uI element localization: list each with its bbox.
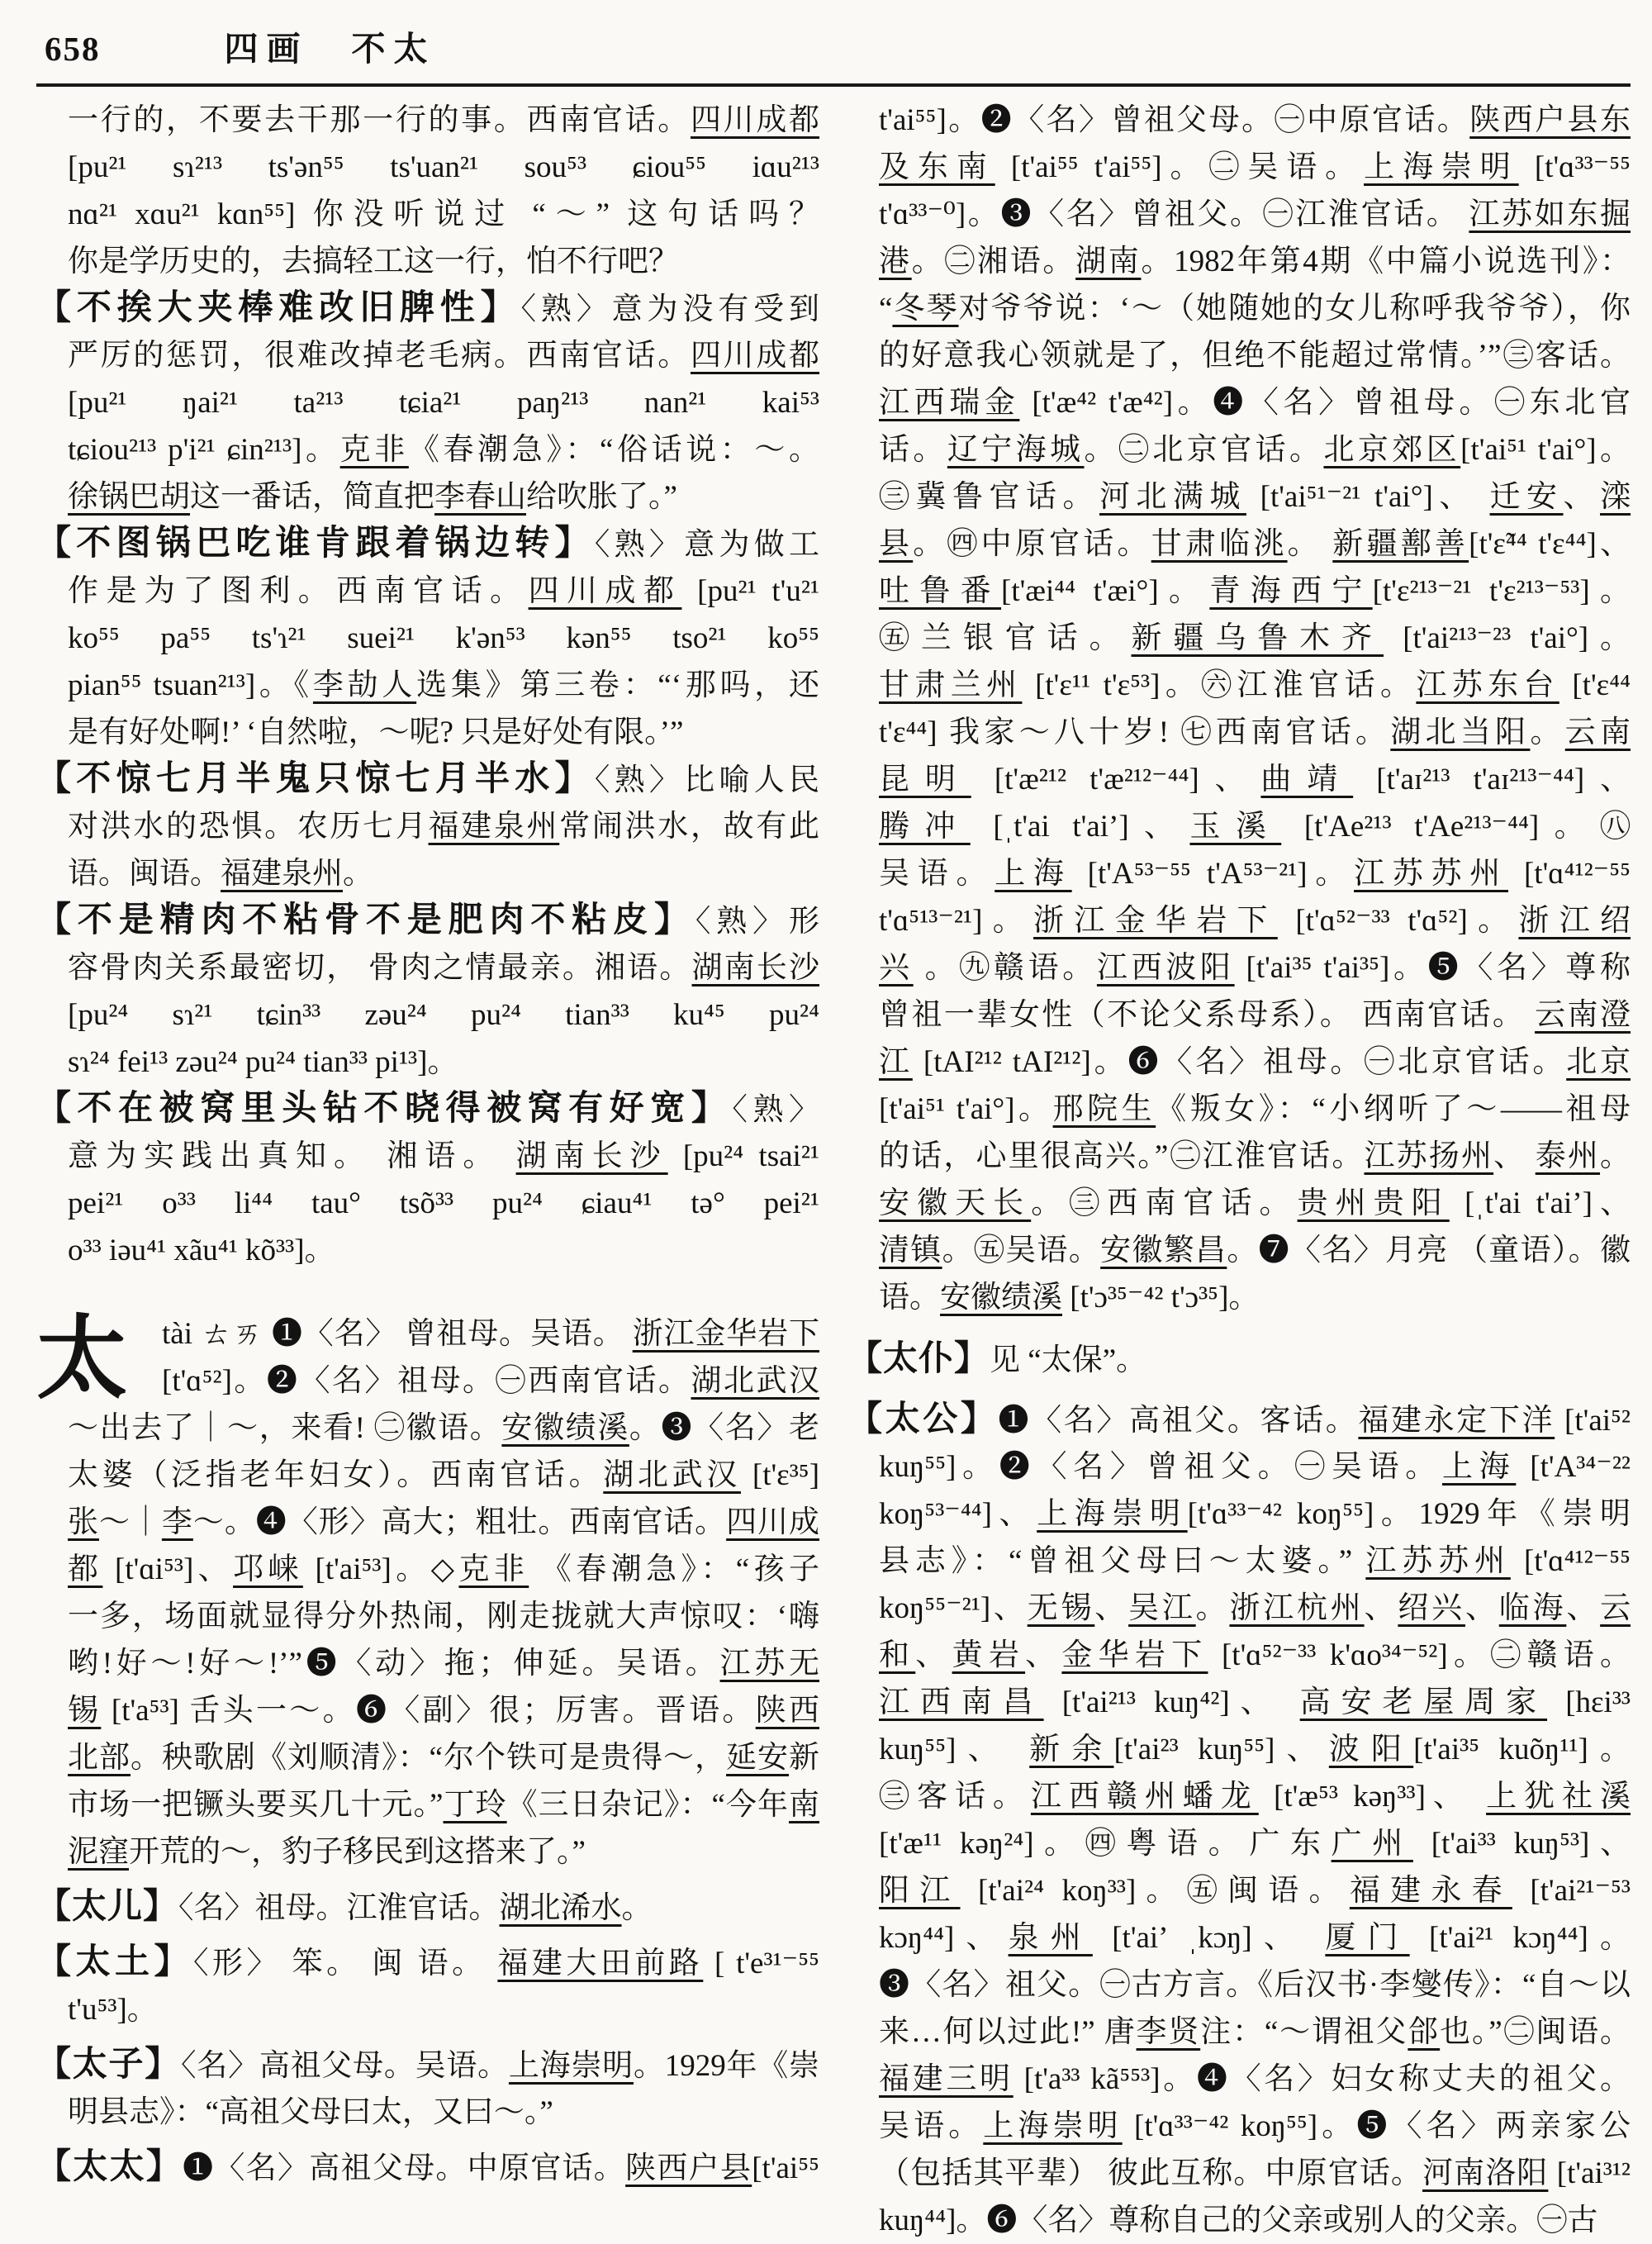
proper-name: 四川成都 — [690, 339, 819, 373]
text-line: o³³ iəu⁴¹ xãu⁴¹ kõ³³]。 — [68, 1234, 335, 1267]
text-line: [pu²¹ ŋai²¹ ta²¹³ tɕia²¹ paŋ²¹³ nan²¹ kai⁵³ — [68, 386, 819, 420]
text-line: 来…何以过此!” 唐李贤注：“～谓祖父郃也。”㊁闽语。 — [879, 2015, 1631, 2049]
proper-name: 邛崃 — [233, 1552, 303, 1586]
text-line: 吐鲁番[t'æi⁴⁴ t'æi°]。青海西宁[t'ɛ²¹³⁻²¹ t'ɛ²¹³⁻⁵³]。 — [879, 574, 1631, 608]
proper-name: 北部 — [68, 1741, 131, 1775]
left-column — [36, 97, 819, 2244]
right-column — [847, 97, 1631, 2244]
proper-name: 辽宁海城 — [947, 433, 1085, 467]
text-line: 昆明 [t'æ²¹² t'æ²¹²⁻⁴⁴]、曲靖 [t'aɪ²¹³ t'aɪ²¹³⁻⁴⁴]、 — [879, 763, 1631, 796]
proper-name: 江西南昌 — [879, 1685, 1044, 1719]
proper-name: 湖北浠水 — [499, 1891, 622, 1925]
text-line: 【不在被窝里头钻不晓得被窝有好宽】〈熟〉 — [36, 1090, 819, 1128]
text-line: kuŋ⁵⁵]、 新余[t'ai²³ kuŋ⁵⁵]、波阳[t'ai³⁵ kuõŋ¹¹]。 — [879, 1733, 1631, 1766]
proper-name: 临海 — [1498, 1591, 1567, 1625]
proper-name: 丁玲 — [443, 1788, 507, 1822]
text-line: 语。闽语。福建泉州。 — [68, 857, 373, 891]
entry-block — [36, 1884, 819, 1931]
entry-headword: 【太土】 — [36, 1943, 193, 1981]
text-line: ～出去了｜～，来看! ㊁徽语。安徽绩溪。❸〈名〉老 — [68, 1411, 819, 1445]
entry-block — [36, 97, 819, 285]
text-line: 【太子】〈名〉高祖父母。吴语。上海崇明。1929年《崇 — [36, 2046, 819, 2084]
proper-name: 江苏无 — [719, 1647, 819, 1681]
text-line: 【太仆】见 “太保”。 — [847, 1340, 1147, 1378]
proper-name: 李春山 — [434, 480, 526, 514]
proper-name: 及东南 — [879, 150, 995, 184]
proper-name: 泉州 — [1008, 1921, 1093, 1955]
text-line: 是有好处啊!’ ‘自然啦，～呢? 只是好处有限。’” — [68, 716, 684, 749]
text-line: koŋ⁵³⁻⁴⁴]、上海崇明[t'ɑ³³⁻⁴² koŋ⁵⁵]。1929年《崇明 — [879, 1497, 1631, 1531]
proper-name: 黄岩 — [952, 1638, 1026, 1672]
text-line: t'u⁵³]。 — [68, 1993, 158, 2027]
proper-name: 兴 — [879, 951, 914, 985]
proper-name: 徐锅巴胡 — [68, 480, 190, 514]
text-line: 的好意我心领就是了，但绝不能超过常情。’”㊂客话。 — [879, 339, 1631, 373]
two-column-body — [36, 97, 1631, 2244]
text-line: 【太土】〈形〉 笨。 闽 语。 福建大田前路 [ t'e³¹⁻⁵⁵ — [36, 1943, 819, 1981]
text-line: [t'æ¹¹ kəŋ²⁴]。㊃粤语。广东广州 [t'ai³³ kuŋ⁵³]、 — [879, 1827, 1631, 1861]
page-number: 658 — [45, 30, 101, 68]
text-line: 话。辽宁海城。㊁北京官话。北京郊区[t'ai⁵¹ t'ai°]。 — [879, 433, 1631, 467]
proper-name: 清镇 — [879, 1234, 942, 1267]
proper-name: 锡 — [68, 1694, 102, 1728]
text-line: koŋ⁵⁵⁻²¹]、无锡、吴江。浙江杭州、绍兴、临海、云 — [879, 1591, 1631, 1625]
proper-name: 四川成都 — [528, 574, 682, 608]
text-line: t'ɑ³³⁻⁰]。❸〈名〉曾祖父。㊀江淮官话。 江苏如东掘 — [879, 197, 1631, 231]
proper-name: 克非 — [458, 1552, 529, 1586]
entry-headword: 【不图锅巴吃谁肯跟着锅边转】 — [36, 525, 595, 563]
proper-name: 克非 — [339, 433, 409, 467]
entry-block — [36, 756, 819, 897]
proper-name: 安徽繁昌 — [1100, 1234, 1227, 1267]
proper-name: 湖南长沙 — [515, 1139, 668, 1173]
proper-name: 张 — [68, 1505, 99, 1539]
proper-name: 李劼人 — [312, 668, 417, 702]
text-line: nɑ²¹ xɑu²¹ kɑn⁵⁵] 你没听说过 “～” 这句话吗？ — [68, 197, 819, 231]
proper-name: 无锡 — [1027, 1591, 1095, 1625]
text-line: 【太太】❶〈名〉高祖父母。中原官话。陕西户县[t'ai⁵⁵ — [36, 2148, 819, 2186]
text-line: 【太儿】〈名〉祖母。江淮官话。湖北浠水。 — [36, 1888, 653, 1926]
text-line: 你是学历史的，去搞轻工这一行，怕不行吧？ — [68, 245, 679, 278]
proper-name: 安徽天长 — [879, 1186, 1032, 1220]
text-line: 吴语。上海崇明 [t'ɑ³³⁻⁴² koŋ⁵⁵]。❺〈名〉两亲家公 — [879, 2109, 1631, 2143]
proper-name: 泥窪 — [68, 1835, 129, 1869]
headword-character: 太 — [36, 1309, 127, 1410]
proper-name: 吐鲁番 — [879, 574, 1002, 608]
text-line: 县志》：“曾祖父母曰～太婆。” 江苏苏州 [t'ɑ⁴¹²⁻⁵⁵ — [879, 1544, 1631, 1578]
proper-name: 福建永春 — [1349, 1874, 1512, 1908]
proper-name: 云南澄 — [1535, 998, 1631, 1032]
text-line: 腾冲 [ˌt'ai t'aiʼ]、玉溪 [t'Ae²¹³ t'Ae²¹³⁻⁴⁴]。㊇ — [879, 810, 1631, 844]
proper-name: 陕西户县东 — [1469, 103, 1631, 137]
proper-name: 北京 — [1566, 1045, 1631, 1079]
text-line: pian⁵⁵ tsuan²¹³]。《李劼人选集》第三卷：“‘那吗，还 — [68, 668, 819, 702]
entry-block — [847, 97, 1631, 1321]
proper-name: 港 — [879, 245, 912, 278]
text-line: [t'ɑ⁵²]。❷〈名〉祖母。㊀西南官话。湖北武汉 — [162, 1364, 819, 1398]
text-line: 江西瑞金 [t'æ⁴² t'æ⁴²]。❹〈名〉曾祖母。㊀东北官 — [879, 386, 1631, 420]
text-line: kuŋ⁵⁵]。❷〈名〉曾祖父。㊀吴语。上海 [t'A³⁴⁻²² — [879, 1450, 1631, 1484]
proper-name: 邢院生 — [1052, 1092, 1156, 1126]
entry-headword: 【太儿】 — [36, 1888, 179, 1926]
proper-name: 吴江 — [1128, 1591, 1196, 1625]
entry-block — [847, 1396, 1631, 2244]
page-header — [36, 18, 1631, 87]
proper-name: 贵州贵阳 — [1297, 1186, 1450, 1220]
text-line: 【不挨大夹棒难改旧脾性】〈熟〉意为没有受到 — [36, 289, 819, 327]
proper-name: 江苏东台 — [1416, 668, 1559, 702]
text-line: 【太公】❶〈名〉高祖父。客话。福建永定下洋 [t'ai⁵² — [847, 1400, 1631, 1438]
proper-name: 福建三明 — [879, 2062, 1014, 2096]
proper-name: 浙江金华岩下 — [632, 1317, 819, 1351]
proper-name: 江苏苏州 — [1354, 857, 1508, 891]
proper-name: 云 — [1600, 1591, 1631, 1625]
entry-block — [36, 2042, 819, 2136]
proper-name: 福建大田前路 — [497, 1947, 704, 1980]
proper-name: 李贤 — [1136, 2015, 1201, 2049]
text-line: 吴语。上海 [t'A⁵³⁻⁵⁵ t'A⁵³⁻²¹]。江苏苏州 [t'ɑ⁴¹²⁻⁵⁵ — [879, 857, 1631, 891]
proper-name: 上海 — [995, 857, 1072, 891]
text-line: 安徽天长。㊂西南官话。贵州贵阳 [ˌt'ai t'aiʼ]、 — [879, 1186, 1631, 1220]
entry-block — [36, 285, 819, 521]
proper-name: 云南 — [1564, 716, 1631, 749]
proper-name: 迁安 — [1489, 480, 1564, 514]
proper-name: 南 — [789, 1788, 819, 1822]
text-line: 福建三明 [t'a³³ kã⁵⁵³]。❹〈名〉妇女称丈夫的祖父。 — [879, 2062, 1631, 2096]
text-line: 作是为了图利。西南官话。四川成都 [pu²¹ t'u²¹ — [68, 574, 819, 608]
text-line: 江西南昌 [t'ai²¹³ kuŋ⁴²]、 高安老屋周家 [hɛi³³ — [879, 1685, 1631, 1719]
text-line: 明县志》：“高祖父母曰太，又曰～。” — [68, 2095, 553, 2129]
text-line: 江 [tAI²¹² tAI²¹²]。❻〈名〉祖母。㊀北京官话。北京 — [879, 1045, 1631, 1079]
text-line: 甘肃兰州 [t'ɛ¹¹ t'ɛ⁵³]。㊅江淮官话。江苏东台 [t'ɛ⁴⁴ — [879, 668, 1631, 702]
text-line: 县。㊃中原官话。甘肃临洮。 新疆鄯善[t'ɛ̃⁴⁴ t'ɛ⁴⁴]、 — [879, 527, 1631, 561]
text-line: sɿ²⁴ fei¹³ zəu²⁴ pu²⁴ tian³³ pi¹³]。 — [68, 1045, 458, 1079]
proper-name: 安徽绩溪 — [501, 1411, 629, 1445]
proper-name: 阳江 — [879, 1874, 961, 1908]
text-line: 严厉的惩罚，很难改掉老毛病。西南官话。四川成都 — [68, 339, 819, 373]
text-line: t'ɑ⁵¹³⁻²¹]。浙江金华岩下 [t'ɑ⁵²⁻³³ t'ɑ⁵²]。浙江绍 — [879, 904, 1631, 938]
proper-name: 新疆鄯善 — [1332, 527, 1469, 561]
proper-name: 上海崇明 — [983, 2109, 1123, 2143]
text-line: 泥窪开荒的～，豹子移民到这搭来了。” — [68, 1835, 586, 1869]
text-line: ❸〈名〉祖父。㊀古方言。《后汉书·李燮传》：“自～以 — [879, 1968, 1631, 2002]
text-line: 清镇。㊄吴语。安徽繁昌。❼〈名〉月亮 （童语）。徽 — [879, 1234, 1631, 1267]
proper-name: 江西瑞金 — [879, 386, 1020, 420]
text-line: 张～｜李～。❹〈形〉高大；粗壮。西南官话。四川成 — [68, 1505, 819, 1539]
text-line: “冬琴对爷爷说：‘～（她随她的女儿称呼我爷爷），你 — [879, 292, 1631, 326]
text-line: 阳江 [t'ai²⁴ koŋ³³]。㊄闽语。福建永春 [t'ai²¹⁻⁵³ — [879, 1874, 1631, 1908]
text-line: 曾祖一辈女性（不论父系母系）。 西南官话。 云南澄 — [879, 998, 1631, 1032]
text-line: [t'ai⁵¹ t'ai°]。邢院生《叛女》：“小纲听了～——祖母 — [879, 1092, 1631, 1126]
proper-name: 福建泉州 — [221, 857, 343, 891]
proper-name: 波阳 — [1328, 1733, 1414, 1766]
proper-name: 新疆乌鲁木齐 — [1131, 621, 1384, 655]
proper-name: 县 — [879, 527, 914, 561]
proper-name: 湖南长沙 — [691, 951, 819, 985]
entry-block — [847, 1336, 1631, 1383]
proper-name: 昆明 — [879, 763, 971, 796]
text-line: 对洪水的恐惧。农历七月福建泉州常闹洪水，故有此 — [68, 810, 819, 844]
text-line: kɔŋ⁴⁴]、泉州 [t'aiʼ ˌkɔŋ]、 厦门 [t'ai²¹ kɔŋ⁴⁴]。 — [879, 1921, 1631, 1955]
entry-headword: 【不挨大夹棒难改旧脾性】 — [36, 289, 521, 327]
entry-headword: 【太仆】 — [847, 1340, 990, 1378]
entry-block-tai — [36, 1310, 819, 1876]
text-line: 兴 。㊈赣语。江西波阳 [t'ai³⁵ t'ai³⁵]。❺〈名〉尊称 — [879, 951, 1631, 985]
proper-name: 北京郊区 — [1323, 433, 1461, 467]
entry-headword: 【太太】 — [36, 2148, 183, 2186]
entry-headword: 【不在被窝里头钻不晓得被窝有好宽】 — [36, 1090, 733, 1128]
proper-name: 绍兴 — [1398, 1591, 1465, 1625]
proper-name: 江苏扬州 — [1364, 1139, 1494, 1173]
proper-name: 和 — [879, 1638, 916, 1672]
text-line: 意为实践出真知。 湘语。 湖南长沙 [pu²⁴ tsai²¹ — [68, 1139, 819, 1173]
proper-name: 湖北武汉 — [691, 1364, 819, 1398]
proper-name: 厦门 — [1325, 1921, 1410, 1955]
text-line: 哟!好～!好～!’”❺〈动〉拖；伸延。吴语。江苏无 — [68, 1647, 819, 1681]
proper-name: 上海崇明 — [1364, 150, 1519, 184]
entry-range-label: 不太 — [351, 30, 436, 68]
proper-name: 上海 — [1442, 1450, 1517, 1484]
proper-name: 河南洛阳 — [1422, 2156, 1549, 2190]
proper-name: 延安 — [726, 1741, 790, 1775]
proper-name: 上海崇明 — [508, 2049, 634, 2083]
proper-name: 冬琴 — [892, 292, 959, 326]
text-line: 容骨肉关系最密切， 骨肉之情最亲。湘语。湖南长沙 — [68, 951, 819, 985]
text-line: 的话，心里很高兴。”㊁江淮官话。江苏扬州、 泰州。 — [879, 1139, 1631, 1173]
text-line: 都 [t'ɑi⁵³]、邛崃 [t'ai⁵³]。◇克非 《春潮急》：“孩子 — [68, 1552, 819, 1586]
text-line: 锡 [t'a⁵³] 舌头一～。❻〈副〉很；厉害。晋语。陕西 — [68, 1694, 819, 1728]
text-line: 徐锅巴胡这一番话，简直把李春山给吹胀了。” — [68, 480, 677, 514]
proper-name: 甘肃兰州 — [879, 668, 1023, 702]
text-line: 一行的，不要去干那一行的事。西南官话。四川成都 — [68, 103, 819, 137]
proper-name: 江 — [879, 1045, 913, 1079]
text-line: 及东南 [t'ai⁵⁵ t'ai⁵⁵]。㊁吴语。上海崇明 [t'ɑ³³⁻⁵⁵ — [879, 150, 1631, 184]
proper-name: 曲靖 — [1260, 763, 1354, 796]
text-line: 市场一把镢头要买几十元。”丁玲《三日杂记》：“今年南 — [68, 1788, 819, 1822]
entry-headword: 【太子】 — [36, 2046, 182, 2084]
text-line: kuŋ⁴⁴]。❻〈名〉尊称自己的父亲或别人的父亲。㊀古 — [879, 2204, 1598, 2237]
proper-name: 腾冲 — [879, 810, 971, 844]
text-line: tɕiou²¹³ p'i²¹ ɕin²¹³]。克非《春潮急》：“俗话说：～。 — [68, 433, 819, 467]
proper-name: 江西波阳 — [1096, 951, 1235, 985]
text-line: 【不图锅巴吃谁肯跟着锅边转】〈熟〉意为做工 — [36, 525, 819, 563]
proper-name: 湖北当阳 — [1390, 716, 1531, 749]
proper-name: 浙江绍 — [1518, 904, 1631, 938]
proper-name: 福建永定下洋 — [1358, 1404, 1555, 1438]
proper-name: 陕西 — [755, 1694, 819, 1728]
proper-name: 湖南 — [1075, 245, 1142, 278]
text-line: t'ai⁵⁵]。❷〈名〉曾祖父母。㊀中原官话。陕西户县东 — [879, 103, 1631, 137]
proper-name: 湖北武汉 — [603, 1458, 741, 1492]
entry-headword: 【不是精肉不粘骨不是肥肉不粘皮】 — [36, 901, 695, 939]
proper-name: 上海崇明 — [1037, 1497, 1188, 1531]
entry-block — [36, 1086, 819, 1274]
text-line: 和、黄岩、金华岩下 [t'ɑ⁵²⁻³³ k'ɑo³⁴⁻⁵²]。㊁赣语。 — [879, 1638, 1631, 1672]
text-line: t'ɛ⁴⁴] 我家～八十岁! ㊆西南官话。湖北当阳。云南 — [879, 716, 1631, 749]
proper-name: 浙江杭州 — [1229, 1591, 1365, 1625]
proper-name: 玉溪 — [1189, 810, 1282, 844]
proper-name: 郃 — [1408, 2015, 1441, 2049]
proper-name: 新余 — [1029, 1733, 1114, 1766]
text-line: ㊂冀鲁官话。河北满城 [t'ai⁵¹⁻²¹ t'ai°]、 迁安、滦 — [879, 480, 1631, 514]
text-line: 港。㊁湘语。湖南。1982年第4期《中篇小说选刊》： — [879, 245, 1631, 278]
proper-name: 李 — [161, 1505, 193, 1539]
proper-name: 四川成 — [726, 1505, 819, 1539]
proper-name: 高安老屋周家 — [1299, 1685, 1548, 1719]
entry-block — [36, 1939, 819, 2033]
proper-name: 河北满城 — [1099, 480, 1246, 514]
text-line: 【不是精肉不粘骨不是肥肉不粘皮】〈熟〉形 — [36, 901, 819, 939]
proper-name: 江苏苏州 — [1365, 1544, 1511, 1578]
proper-name: 江西赣州蟠龙 — [1030, 1780, 1259, 1814]
proper-name: 都 — [68, 1552, 103, 1586]
text-line: tài ㄊㄞ ❶〈名〉 曾祖母。吴语。 浙江金华岩下 — [162, 1317, 819, 1351]
text-line: 太婆（泛指老年妇女）。西南官话。湖北武汉 [t'ɛ³⁵] — [68, 1458, 819, 1492]
text-line: （包括其平辈） 彼此互称。中原官话。河南洛阳 [t'ai³¹² — [879, 2156, 1631, 2190]
proper-name: 江苏如东掘 — [1469, 197, 1631, 231]
stroke-section-label: 四画 — [224, 30, 309, 68]
entry-headword: 【不惊七月半鬼只惊七月半水】 — [36, 760, 595, 798]
proper-name: 金华岩下 — [1061, 1638, 1208, 1672]
text-line: [pu²⁴ sɿ²¹ tɕin³³ zəu²⁴ pu²⁴ tian³³ ku⁴⁵ pu²⁴ — [68, 998, 819, 1032]
text-line: [pu²¹ sɿ²¹³ ts'ən⁵⁵ ts'uan²¹ sou⁵³ ɕiou⁵⁵ iɑu²¹³ — [68, 150, 819, 184]
text-line: 北部。秧歌剧《刘顺清》：“尔个铁可是贵得～，延安新 — [68, 1741, 819, 1775]
entry-block — [36, 521, 819, 756]
proper-name: 陕西户县 — [625, 2151, 752, 2185]
text-line: 一多，场面就显得分外热闹，刚走拢就大声惊叹：‘嗨 — [68, 1600, 819, 1633]
text-line: ko⁵⁵ pa⁵⁵ ts'ɿ²¹ suei²¹ k'ən⁵³ kən⁵⁵ tso²¹ ko⁵⁵ — [68, 621, 819, 655]
proper-name: 青海西宁 — [1209, 574, 1373, 608]
proper-name: 上犹社溪 — [1486, 1780, 1631, 1814]
text-line: pei²¹ o³³ li⁴⁴ tau° tsõ³³ pu²⁴ ɕiau⁴¹ tə° pei²¹ — [68, 1186, 819, 1220]
proper-name: 四川成都 — [690, 103, 819, 137]
proper-name: 甘肃临洮 — [1151, 527, 1288, 561]
text-line: 【不惊七月半鬼只惊七月半水】〈熟〉比喻人民 — [36, 760, 819, 798]
text-line: ㊄兰银官话。新疆乌鲁木齐 [t'ai²¹³⁻²³ t'ai°]。 — [879, 621, 1631, 655]
proper-name: 福建泉州 — [428, 810, 560, 844]
proper-name: 广州 — [1331, 1827, 1413, 1861]
proper-name: 泰州 — [1535, 1139, 1601, 1173]
entry-headword: 【太公】 — [847, 1400, 999, 1438]
proper-name: 滦 — [1600, 480, 1631, 514]
entry-block — [36, 2144, 819, 2191]
text-line: ㊂客话。江西赣州蟠龙 [t'æ⁵³ kəŋ³³]、 上犹社溪 — [879, 1780, 1631, 1814]
entry-block — [36, 897, 819, 1086]
text-line: 语。安徽绩溪 [t'ɔ³⁵⁻⁴² t'ɔ³⁵]。 — [879, 1281, 1260, 1315]
proper-name: 浙江金华岩下 — [1033, 904, 1278, 938]
proper-name: 安徽绩溪 — [940, 1281, 1062, 1315]
